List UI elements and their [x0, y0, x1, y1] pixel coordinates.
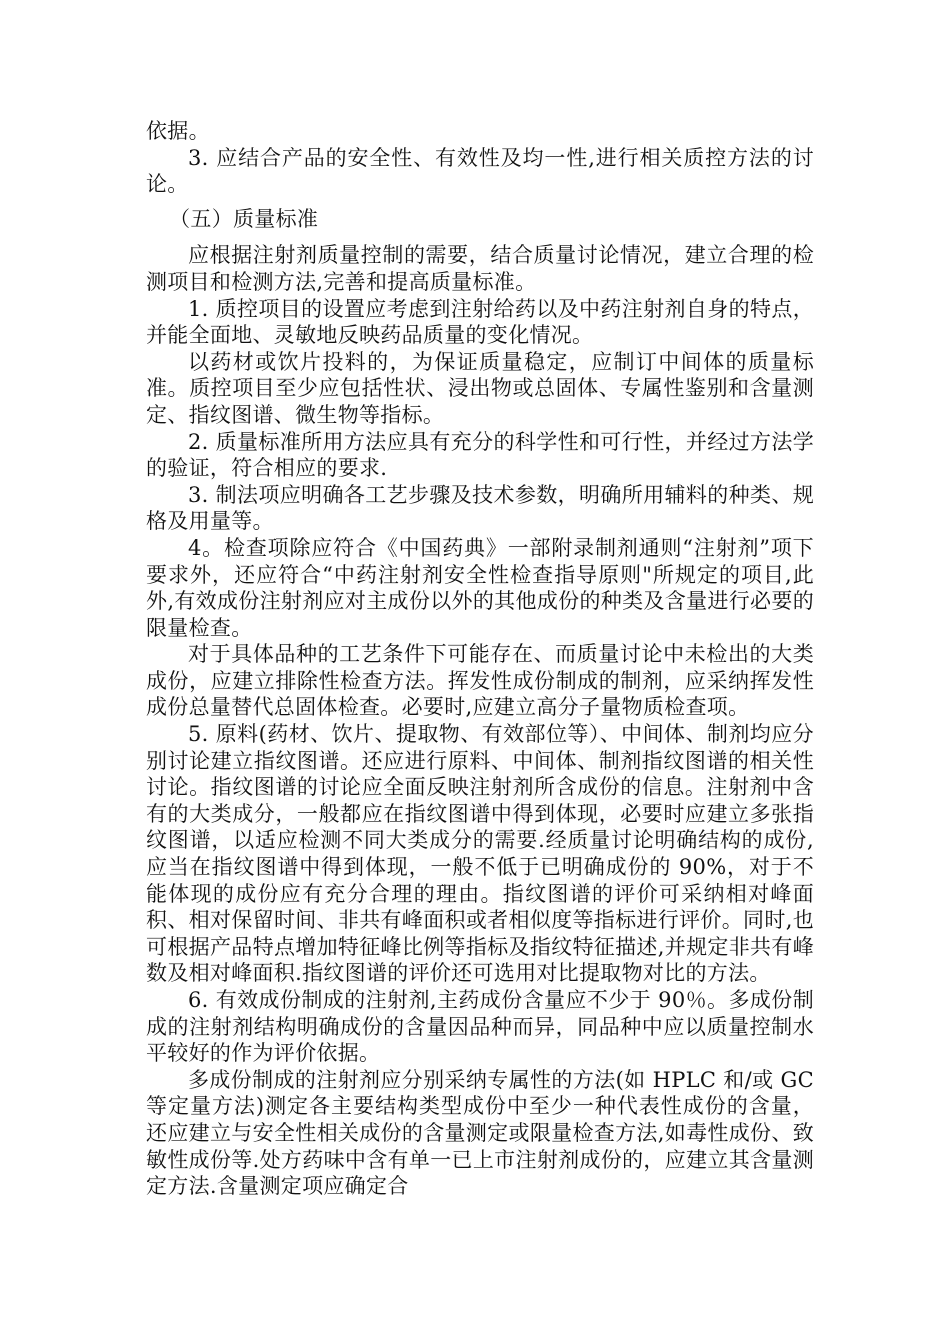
- paragraph-4: 应根据注射剂质量控制的需要，结合质量讨论情况，建立合理的检测项目和检测方法,完善和提高质量标准。: [146, 243, 814, 294]
- paragraph-9: 4。检查项除应符合《中国药典》一部附录制剂通则“注射剂”项下要求外，还应符合“中药注射剂安全性检查指导原则"所规定的项目,此外,有效成份注射剂应对主成份以外的其他成份的种类及含量进行必要的限量检查。: [146, 535, 814, 640]
- paragraph-12: 6. 有效成份制成的注射剂,主药成份含量应不少于 90％。多成份制成的注射剂结构明确成份的含量因品种而异，同品种中应以质量控制水平较好的作为评价依据。: [146, 988, 814, 1066]
- paragraph-11: 5. 原料(药材、饮片、提取物、有效部位等）、中间体、制剂均应分别讨论建立指纹图谱。还应进行原料、中间体、制剂指纹图谱的相关性讨论。指纹图谱的讨论应全面反映注射剂所含成份的信息。注射剂中含有的大类成分，一般都应在指纹图谱中得到体现，必要时应建立多张指纹图谱，以适应检测不同大类成分的需要.经质量讨论明确结构的成份,应当在指纹图谱中得到体现，一般不低于已明确成份的 90%，对于不能体现的成份应有充分合理的理由。指纹图谱的评价可采纳相对峰面积、相对保留时间、非共有峰面积或者相似度等指标进行评价。同时,也可根据产品特点增加特征峰比例等指标及指纹特征描述,并规定非共有峰数及相对峰面积.指纹图谱的评价还可选用对比提取物对比的方法。: [146, 722, 814, 986]
- paragraph-7: 2. 质量标准所用方法应具有充分的科学性和可行性，并经过方法学的验证，符合相应的要求.: [146, 429, 814, 481]
- paragraph-5: 1. 质控项目的设置应考虑到注射给药以及中药注射剂自身的特点，并能全面地、灵敏地反映药品质量的变化情况。: [146, 296, 814, 348]
- paragraph-6: 以药材或饮片投料的，为保证质量稳定，应制订中间体的质量标准。质控项目至少应包括性状、浸出物或总固体、专属性鉴别和含量测定、指纹图谱、微生物等指标。: [146, 349, 814, 427]
- paragraph-2: 3. 应结合产品的安全性、有效性及均一性,进行相关质控方法的讨论。: [146, 145, 814, 197]
- paragraph-1: 依据。: [146, 119, 210, 143]
- section-heading: （五）质量标准: [169, 206, 319, 231]
- paragraph-8: 3. 制法项应明确各工艺步骤及技术参数，明确所用辅料的种类、规格及用量等。: [146, 482, 814, 534]
- paragraph-13: 多成份制成的注射剂应分别采纳专属性的方法(如 HPLC 和/或 GC 等定量方法)测定各主要结构类型成份中至少一种代表性成份的含量，还应建立与安全性相关成份的含量测定或限量检查方法,如毒性成份、致敏性成份等.处方药味中含有单一已上市注射剂成份的，应建立其含量测定方法.含量测定项应确定合: [146, 1067, 814, 1199]
- document-page: [146, 118, 814, 1200]
- paragraph-10: 对于具体品种的工艺条件下可能存在、而质量讨论中未检出的大类成份，应建立排除性检查方法。挥发性成份制成的制剂，应采纳挥发性成份总量替代总固体检查。必要时,应建立高分子量物质检查项。: [146, 642, 814, 720]
